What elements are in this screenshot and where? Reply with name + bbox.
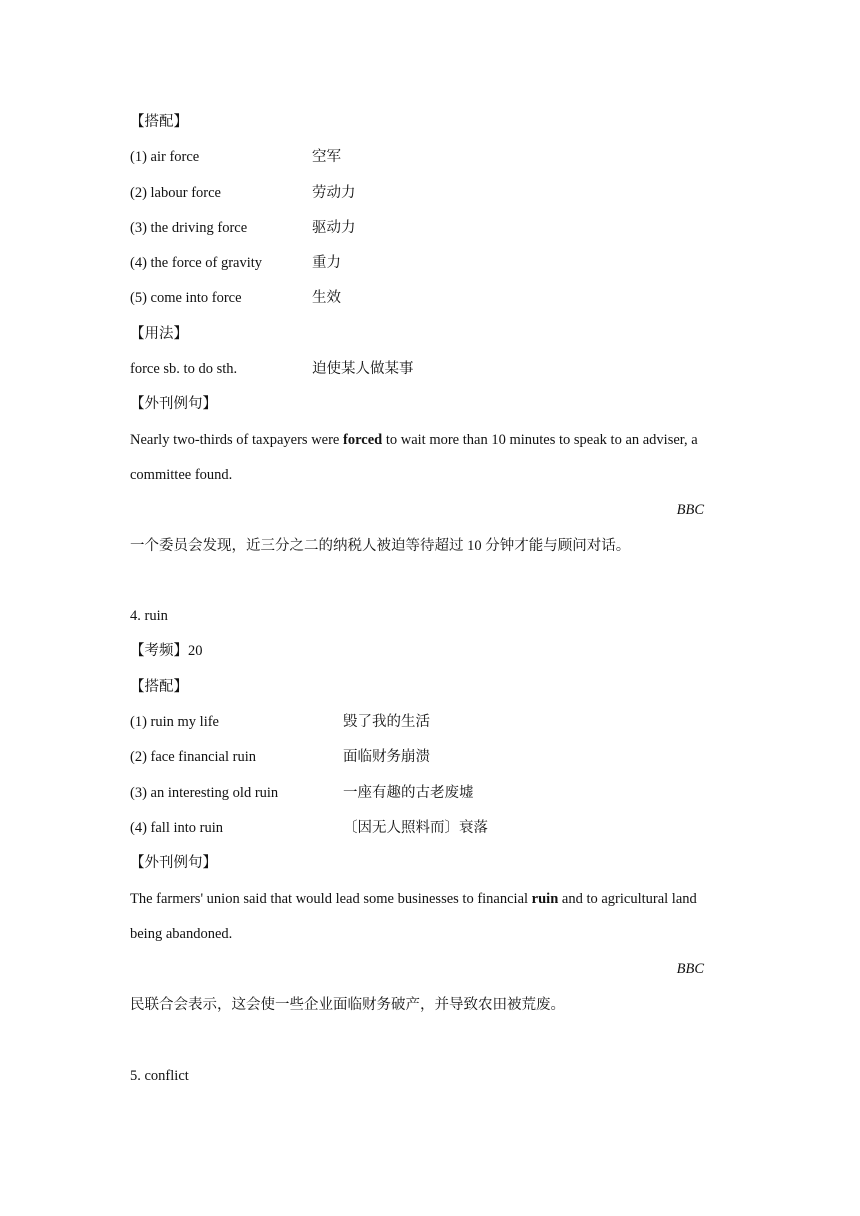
collocation-row — [130, 818, 488, 838]
example-keyword: ruin — [531, 891, 559, 907]
collocation-en: (3) an interesting old ruin — [130, 785, 279, 801]
collocation-row — [130, 747, 430, 767]
collocation-en: (1) air force — [130, 149, 200, 165]
collocation-zh: 驱动力 — [312, 220, 356, 236]
frequency-label: 【考频】20 — [130, 643, 203, 659]
collocation-en: (3) the driving force — [130, 220, 248, 236]
collocation-en: (4) fall into ruin — [130, 820, 224, 836]
collocation-en: (2) face financial ruin — [130, 749, 256, 765]
usage-en: force sb. to do sth. — [130, 361, 238, 377]
example-text: The farmers' union said that would lead some businesses to financial — [130, 891, 532, 907]
collocation-row — [130, 147, 341, 167]
collocation-row — [130, 712, 430, 732]
collocation-heading: 【搭配】 — [130, 679, 188, 695]
usage-zh: 迫使某人做某事 — [312, 361, 414, 377]
example-sentence-line1 — [130, 430, 698, 450]
collocation-zh: 毁了我的生活 — [343, 714, 430, 730]
example-sentence-line2: committee found. — [130, 467, 233, 483]
collocation-en: (4) the force of gravity — [130, 255, 263, 271]
example-heading: 【外刊例句】 — [130, 396, 217, 412]
source-label: BBC — [676, 502, 704, 518]
collocation-row — [130, 253, 341, 273]
collocation-zh: 面临财务崩溃 — [343, 749, 430, 765]
entry-title: 5. conflict — [130, 1068, 189, 1084]
collocation-zh: 生效 — [312, 290, 341, 306]
example-text: and to agricultural land — [558, 891, 697, 907]
example-sentence-line1 — [130, 889, 697, 909]
collocation-en: (2) labour force — [130, 185, 221, 201]
collocation-row — [130, 218, 356, 238]
source-label: BBC — [676, 961, 704, 977]
collocation-en: (1) ruin my life — [130, 714, 219, 730]
entry-title: 4. ruin — [130, 608, 168, 624]
example-text: Nearly two-thirds of taxpayers were — [130, 432, 343, 448]
collocation-en: (5) come into force — [130, 290, 242, 306]
example-heading: 【外刊例句】 — [130, 855, 217, 871]
collocation-heading: 【搭配】 — [130, 114, 188, 130]
collocation-zh: 重力 — [312, 255, 341, 271]
usage-heading: 【用法】 — [130, 326, 188, 342]
collocation-row — [130, 783, 474, 803]
collocation-zh: 空军 — [312, 149, 341, 165]
example-translation: 民联合会表示，这会使一些企业面临财务破产，并导致农田被荒废。 — [130, 997, 565, 1013]
example-translation: 一个委员会发现，近三分之二的纳税人被迫等待超过 10 分钟才能与顾问对话。 — [130, 538, 631, 554]
usage-row — [130, 359, 414, 379]
collocation-zh: 劳动力 — [312, 185, 356, 201]
example-text: to wait more than 10 minutes to speak to an adviser, a — [382, 432, 698, 448]
collocation-zh: 一座有趣的古老废墟 — [343, 785, 474, 801]
collocation-zh: 〔因无人照料而〕衰落 — [343, 820, 488, 836]
example-sentence-line2: being abandoned. — [130, 926, 233, 942]
collocation-row — [130, 183, 356, 203]
example-keyword: forced — [343, 432, 383, 448]
collocation-row — [130, 288, 341, 308]
